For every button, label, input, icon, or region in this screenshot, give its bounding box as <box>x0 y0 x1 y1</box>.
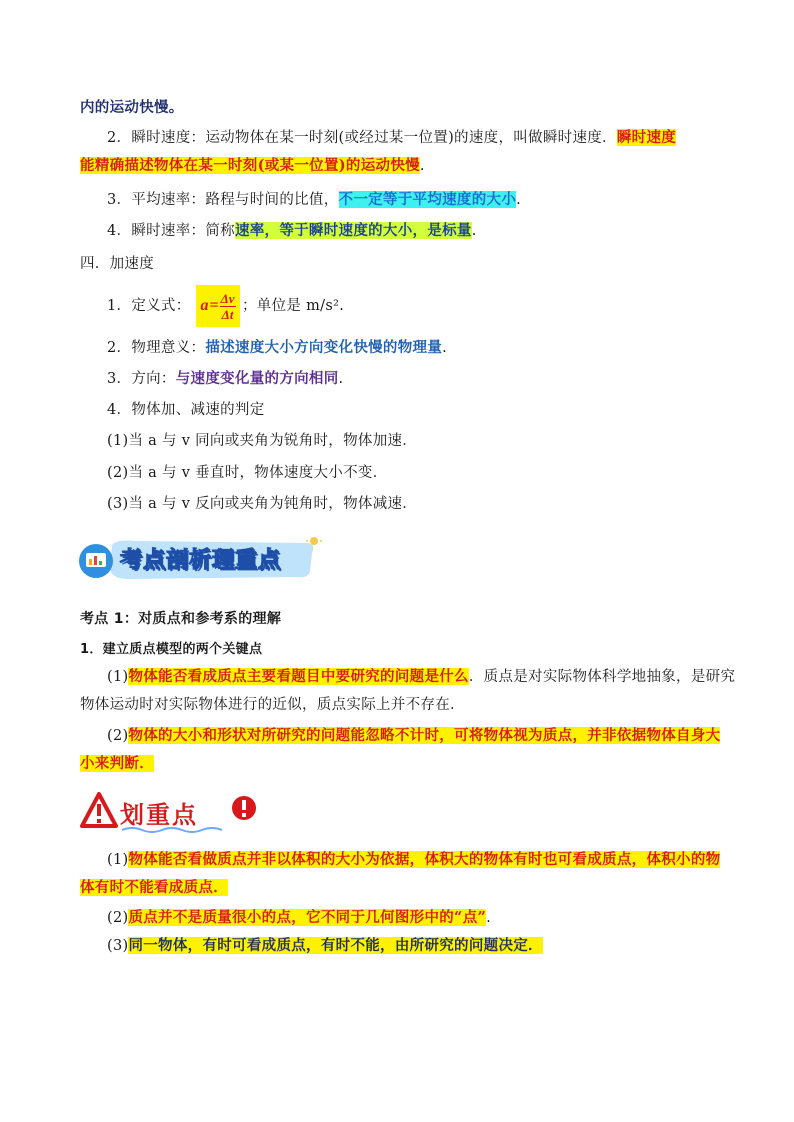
item-number: (1) <box>107 852 129 868</box>
judgment-2 <box>107 463 388 483</box>
item-number: (3) <box>107 938 129 954</box>
item-text: 4．物体加、减速的判定 <box>107 402 265 418</box>
keypoint-title: 划重点 <box>120 801 198 829</box>
body-text: 物体运动时对实际物体进行的近似，质点实际上并不存在． <box>80 697 465 713</box>
unit-text <box>242 296 344 316</box>
item-text: 3．平均速率：路程与时间的比值， <box>107 192 339 208</box>
subtitle-text: 1．建立质点模型的两个关键点 <box>80 642 263 657</box>
highlight-text: 物体能否看做质点并非以体积的大小为依据，体积大的物体有时也可看成质点，体积小的物 <box>128 851 721 868</box>
definition-line <box>107 296 191 316</box>
section-heading <box>80 254 154 274</box>
section-banner <box>76 535 326 583</box>
item-text: (2)当 a 与 v 垂直时，物体速度大小不变． <box>107 465 388 481</box>
keypoint-header <box>80 790 270 834</box>
instant-speed-line <box>107 221 477 241</box>
formula-numerator: Δv <box>220 290 235 306</box>
paragraph-continuation <box>80 98 184 118</box>
definition-text: 运动物体在某一时刻(或经过某一位置)的速度，叫做瞬时速度． <box>205 130 617 146</box>
keypoint-1-line1 <box>107 850 720 870</box>
point-1-line1 <box>107 667 735 687</box>
punctuation: . <box>338 371 344 387</box>
item-number: (2) <box>107 910 129 926</box>
item-text: 4．瞬时速率：简称 <box>107 223 235 239</box>
punctuation: . <box>471 223 477 239</box>
highlight-text: 速率，等于瞬时速度的大小，是标量 <box>234 222 472 239</box>
physical-meaning-line <box>107 338 447 358</box>
unit-value: ；单位是 m/s². <box>242 298 345 314</box>
highlight-text: 同一物体，有时可看成质点，有时不能，由所研究的问题决定． <box>128 937 543 954</box>
formula-variable: a <box>200 297 209 314</box>
topic-subtitle <box>80 640 262 660</box>
keypoint-3-line <box>107 936 543 956</box>
title-text: 考点 1：对质点和参考系的理解 <box>80 611 282 627</box>
highlight-text: 瞬时速度 <box>616 129 677 146</box>
instant-velocity-line1 <box>107 128 676 148</box>
topic-title <box>80 609 281 629</box>
body-text: ．质点是对实际物体科学地抽象，是研究 <box>468 669 736 685</box>
item-number: 3．方向： <box>107 371 176 387</box>
formula-fraction <box>220 291 236 322</box>
item-number: 2．物理意义： <box>107 340 206 356</box>
punctuation: . <box>516 192 522 208</box>
highlight-text: 能精确描述物体在某一时刻(或某一位置)的运动快慢 <box>80 157 420 174</box>
highlight-text: 体有时不能看成质点． <box>80 879 228 896</box>
heading-text: 四．加速度 <box>80 256 154 272</box>
banner-title: 考点剖析理重点 <box>120 548 282 573</box>
direction-line <box>107 369 343 389</box>
judgment-heading <box>107 400 265 420</box>
point-1-line2 <box>80 695 465 715</box>
formula-denominator: Δt <box>221 306 234 322</box>
formula-equals: = <box>209 297 219 314</box>
highlight-text: 质点并不是质量很小的点，它不同于几何图形中的“点” <box>128 909 487 926</box>
point-2-line1 <box>107 726 720 746</box>
text: 内的运动快慢。 <box>80 99 184 116</box>
judgment-1 <box>107 431 417 451</box>
meaning-text: 描述速度大小方向变化快慢的物理量 <box>205 339 443 356</box>
keypoint-2-line <box>107 908 491 928</box>
acceleration-formula <box>196 285 240 327</box>
item-number: 2．瞬时速度： <box>107 130 206 146</box>
highlight-text: 小来判断． <box>80 755 154 772</box>
item-text: (3)当 a 与 v 反向或夹角为钝角时，物体减速． <box>107 496 418 512</box>
punctuation: . <box>419 158 425 174</box>
average-speed-line <box>107 190 521 210</box>
item-number: 1．定义式： <box>107 298 191 314</box>
instant-velocity-line2 <box>80 156 425 176</box>
highlight-text: 物体的大小和形状对所研究的问题能忽略不计时，可将物体视为质点，并非依据物体自身大 <box>128 727 721 744</box>
item-text: (1)当 a 与 v 同向或夹角为锐角时，物体加速． <box>107 433 418 449</box>
item-number: (2) <box>107 728 129 744</box>
item-number: (1) <box>107 669 129 685</box>
judgment-3 <box>107 494 417 514</box>
punctuation: . <box>442 340 448 356</box>
highlight-text: 物体能否看成质点主要看题目中要研究的问题是什么 <box>128 668 469 685</box>
punctuation: . <box>486 910 492 926</box>
point-2-line2 <box>80 754 154 774</box>
highlight-text: 不一定等于平均速度的大小 <box>338 191 517 208</box>
direction-text: 与速度变化量的方向相同 <box>175 370 339 387</box>
keypoint-1-line2 <box>80 878 228 898</box>
